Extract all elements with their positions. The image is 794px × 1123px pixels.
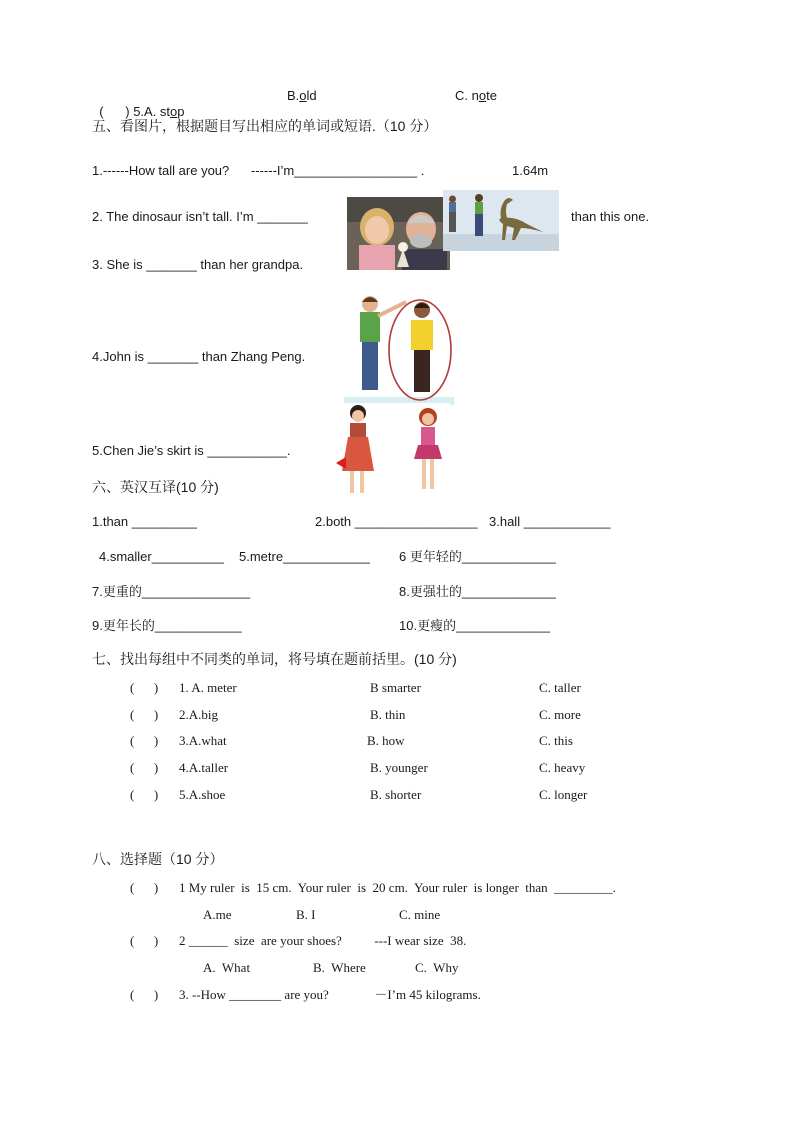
section-7-heading: 七、找出每组中不同类的单词，将号填在题前括里。(10 分) xyxy=(92,651,457,667)
s7-row-5-paren: ( ) xyxy=(130,787,159,802)
s7-row-3-a: 3.A.what xyxy=(179,733,227,748)
s7-row-2-b: B. thin xyxy=(370,707,406,722)
s5-question-1: 1.------How tall are you? ------I’m_________________ . xyxy=(92,163,425,178)
s5-question-2-end: than this one. xyxy=(571,209,650,224)
s8-question-2: 2 ______ size are your shoes? ---I wear size 38. xyxy=(179,933,467,948)
s6-item-8: 8.更强壮的_____________ xyxy=(399,584,556,599)
option-c: C. note xyxy=(455,88,497,103)
s6-item-3: 3.hall ____________ xyxy=(489,514,611,529)
option-a: A. stop xyxy=(144,104,185,119)
s7-row-2-c: C. more xyxy=(539,707,581,722)
answer-paren: ( ) xyxy=(99,104,134,119)
s5-question-3: 3. She is _______ than her grandpa. xyxy=(92,257,304,272)
s7-row-1-a: 1. A. meter xyxy=(179,680,237,695)
s5-q1-height-note: 1.64m xyxy=(512,163,549,178)
s7-row-5-c: C. longer xyxy=(539,787,588,802)
section-8-heading: 八、选择题（10 分） xyxy=(92,851,224,867)
s7-row-1-paren: ( ) xyxy=(130,680,159,695)
s7-row-1-c: C. taller xyxy=(539,680,581,695)
s6-item-2: 2.both _________________ xyxy=(315,514,478,529)
s7-row-2-a: 2.A.big xyxy=(179,707,218,722)
s8-q2-option-b: B. Where xyxy=(313,960,366,975)
s6-item-7: 7.更重的_______________ xyxy=(92,584,251,599)
s7-row-2-paren: ( ) xyxy=(130,707,159,722)
s6-item-5: 5.metre____________ xyxy=(239,549,370,564)
image-two-girls-skirts xyxy=(330,403,450,498)
s8-q1-option-a: A.me xyxy=(203,907,232,922)
image-dinosaur-kids xyxy=(443,190,559,251)
section-5-heading: 五、看图片，根据题目写出相应的单词或短语.（10 分） xyxy=(92,118,438,134)
s7-row-3-paren: ( ) xyxy=(130,733,159,748)
s8-q2-option-a: A. What xyxy=(203,960,251,975)
s5-question-4: 4.John is _______ than Zhang Peng. xyxy=(92,349,306,364)
s8-q1-option-c: C. mine xyxy=(399,907,441,922)
s5-question-2: 2. The dinosaur isn’t tall. I’m _______ xyxy=(92,209,308,224)
s7-row-4-b: B. younger xyxy=(370,760,428,775)
s8-q2-option-c: C. Why xyxy=(415,960,459,975)
s8-question-1: 1 My ruler is 15 cm. Your ruler is 20 cm. Your ruler is longer than _________. xyxy=(179,880,616,895)
s7-row-4-a: 4.A.taller xyxy=(179,760,229,775)
s8-q1-paren: ( ) xyxy=(130,880,159,895)
s6-item-4: 4.smaller__________ xyxy=(99,549,225,564)
s8-q3-paren: ( ) xyxy=(130,987,159,1002)
s6-item-1: 1.than _________ xyxy=(92,514,197,529)
s8-question-3: 3. --How ________ are you? －I’m 45 kilograms. xyxy=(179,987,481,1002)
s7-row-3-c: C. this xyxy=(539,733,573,748)
s6-item-10: 10.更瘦的_____________ xyxy=(399,618,551,633)
option-b: B.old xyxy=(287,88,317,103)
s6-item-9: 9.更年长的____________ xyxy=(92,618,242,633)
s7-row-4-c: C. heavy xyxy=(539,760,586,775)
s8-q1-option-b: B. I xyxy=(296,907,316,922)
question-number: 5. xyxy=(133,104,145,119)
s7-row-5-a: 5.A.shoe xyxy=(179,787,226,802)
s7-row-1-b: B smarter xyxy=(370,680,421,695)
option-row-q5 xyxy=(92,88,185,120)
s7-row-3-b: B. how xyxy=(367,733,405,748)
s7-row-5-b: B. shorter xyxy=(370,787,422,802)
s7-row-4-paren: ( ) xyxy=(130,760,159,775)
image-two-boys-height xyxy=(344,292,454,405)
s8-q2-paren: ( ) xyxy=(130,933,159,948)
photo-girl-grandpa xyxy=(347,197,450,270)
s5-question-5: 5.Chen Jie’s skirt is ___________. xyxy=(92,443,291,458)
s6-item-6: 6 更年轻的_____________ xyxy=(399,549,556,564)
section-6-heading: 六、英汉互译(10 分) xyxy=(92,479,219,495)
